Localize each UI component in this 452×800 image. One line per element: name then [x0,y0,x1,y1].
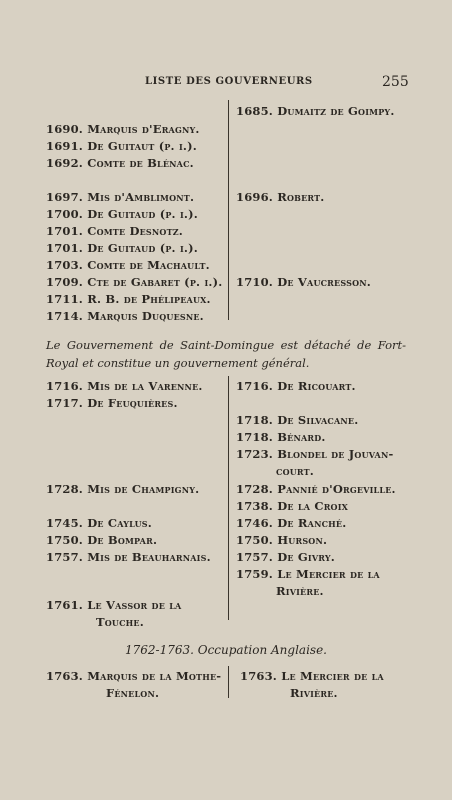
list-item: 1697. Mis d'Amblimont. [46,190,195,204]
occupation-line: 1762-1763. Occupation Anglaise. [124,643,327,657]
list-item: 1759. Le Mercier de la [236,567,380,581]
list-item: 1745. De Caylus. [46,516,152,530]
list-item: Fénelon. [106,686,160,700]
list-item: 1690. Marquis d'Eragny. [46,122,200,136]
list-item: 1701. De Guitaud (p. i.). [46,241,198,255]
list-item: 1761. Le Vassor de la [46,598,182,612]
list-item: 1716. De Ricouart. [236,379,356,393]
section-note: Le Gouvernement de Saint-Domingue est détaché de Fort-Royal et constitue un gouvernement général. [46,338,406,370]
list-item: Rivière. [276,584,324,598]
list-item: 1718. De Silvacane. [236,413,359,427]
list-item: 1750. Hurson. [236,533,328,547]
page-number: 255 [382,74,409,90]
column-divider [228,376,229,620]
list-item: 1709. Cte de Gabaret (p. i.). [46,275,223,289]
list-item: 1746. De Ranché. [236,516,347,530]
list-item: 1691. De Guitaut (p. i.). [46,139,197,153]
list-item: 1718. Bénard. [236,430,326,444]
list-item: 1710. De Vaucresson. [236,275,371,289]
list-item: 1703. Comte de Machault. [46,258,210,272]
column-divider [228,100,229,320]
list-item: 1750. De Bompar. [46,533,158,547]
list-item: 1757. Mis de Beauharnais. [46,550,211,564]
list-item: 1728. Pannié d'Orgeville. [236,482,396,496]
list-item: 1685. Dumaitz de Goimpy. [236,104,395,118]
list-item: 1692. Comte de Blénac. [46,156,194,170]
list-item: 1728. Mis de Champigny. [46,482,200,496]
list-item: Touche. [96,615,144,629]
list-item: 1723. Blondel de Jouvan- [236,447,394,461]
list-item: 1717. De Feuquières. [46,396,178,410]
list-item: 1757. De Givry. [236,550,335,564]
list-item: 1763. Marquis de la Mothe- [46,669,222,683]
running-head: LISTE DES GOUVERNEURS [145,76,313,87]
list-item: 1711. R. B. de Phélipeaux. [46,292,211,306]
list-item: court. [276,464,314,478]
list-item: 1716. Mis de la Varenne. [46,379,203,393]
list-item: 1696. Robert. [236,190,325,204]
list-item: 1738. De la Croix [236,499,349,513]
column-divider [228,666,229,698]
list-item: 1701. Comte Desnotz. [46,224,183,238]
list-item: 1763. Le Mercier de la [240,669,384,683]
list-item: Rivière. [290,686,338,700]
list-item: 1700. De Guitaud (p. i.). [46,207,198,221]
list-item: 1714. Marquis Duquesne. [46,309,204,323]
